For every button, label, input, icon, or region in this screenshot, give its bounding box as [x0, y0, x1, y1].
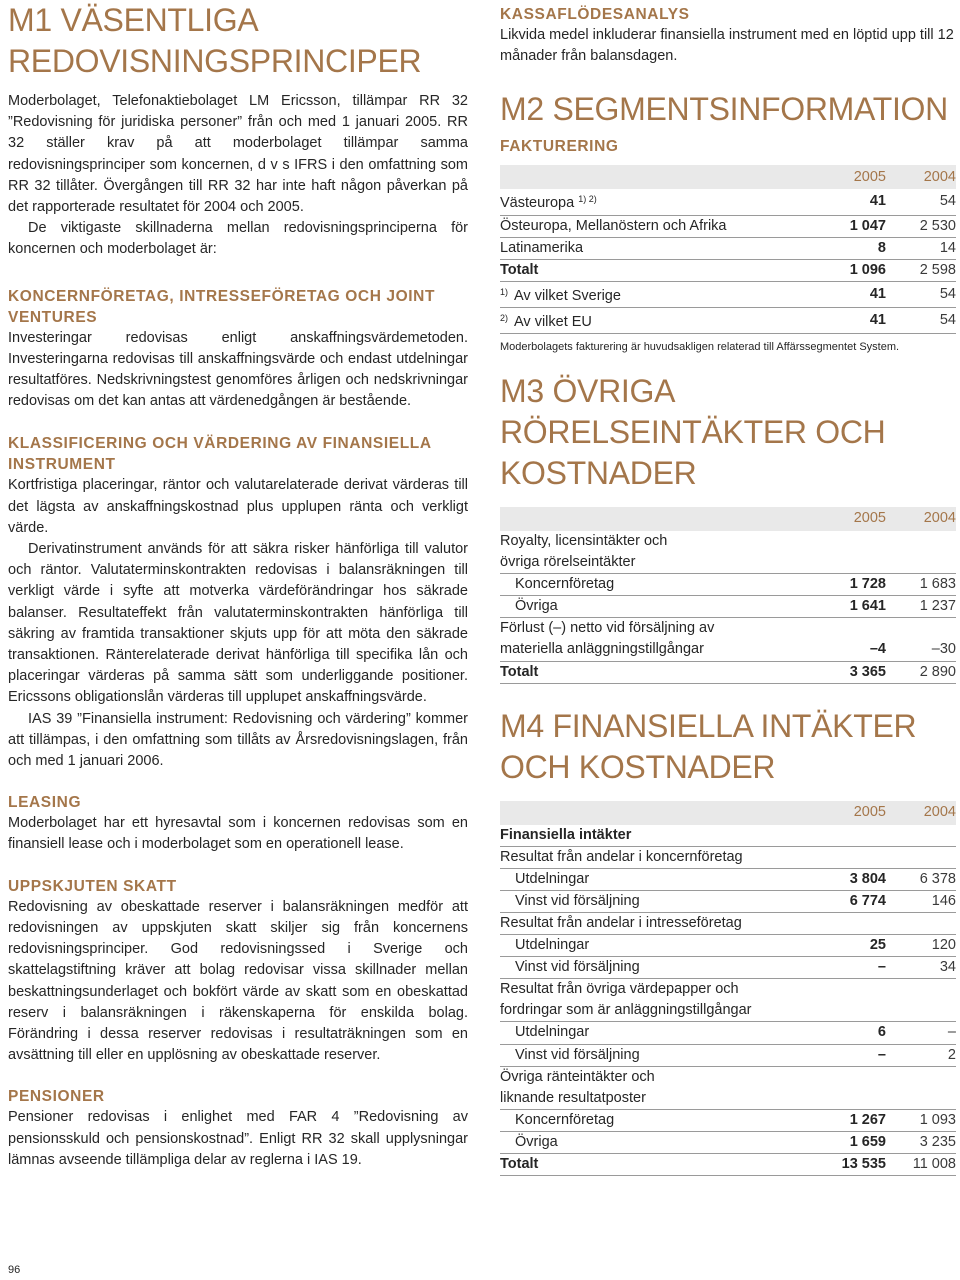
value-2005: 1 641: [816, 596, 886, 618]
value-2005: 6: [816, 1022, 886, 1044]
koncern-heading: KONCERNFÖRETAG, INTRESSEFÖRETAG OCH JOINT VENTURES: [8, 287, 436, 326]
row-label: Övriga: [500, 1131, 816, 1153]
m3-title: M3 ÖVRIGA RÖRELSEINTÄKTER OCH KOSTNADER: [500, 372, 886, 491]
value-2005: 13 535: [816, 1154, 886, 1176]
row-label: Latinamerika: [500, 237, 816, 259]
table-row: [500, 957, 956, 979]
row-label: Utdelningar: [500, 1022, 816, 1044]
left-column: [8, 0, 468, 1171]
table-row: [500, 574, 956, 596]
col-2005-header: 2005: [816, 507, 886, 531]
value-2005: 1 267: [816, 1109, 886, 1131]
table-header-row: [500, 165, 956, 189]
m1-title: M1 VÄSENTLIGA REDOVISNINGSPRINCIPER: [8, 2, 422, 79]
value-2004: 2 598: [886, 259, 956, 281]
table-row: [500, 1022, 956, 1044]
page-number: 96: [8, 1264, 21, 1276]
value-2005: –4: [816, 639, 886, 661]
row-label: Östeuropa, Mellanöstern och Afrika: [500, 215, 816, 237]
leasing-text: Moderbolaget har ett hyresavtal som i koncernen redovisas som en finansiell lease och i moderbolaget som en operationell lease.: [8, 815, 468, 853]
row-label: Utdelningar: [500, 935, 816, 957]
footnote-mark: 2): [500, 312, 509, 323]
fakturering-heading: FAKTURERING: [500, 138, 619, 156]
value-2005: –: [816, 1044, 886, 1066]
table-row: [500, 913, 956, 935]
group-label: Resultat från övriga värdepapper och: [500, 981, 739, 998]
kassaflode-heading: KASSAFLÖDESANALYS: [500, 6, 690, 23]
col-2004-header: 2004: [886, 165, 956, 189]
value-2004: 54: [886, 307, 956, 333]
value-2005: 1 096: [816, 259, 886, 281]
koncern-text: Investeringar redovisas enligt anskaffningsvärdemetoden. Investeringarna redovisas till anskaffningsvärde och endast utdelningar resultatföres. Nedskrivningstest genomföres årligen och nedskrivningar redovisas om det kan antas att värdenedgången är bestående.: [8, 329, 468, 410]
footnote-mark: 1) 2): [578, 194, 597, 205]
table-row: [500, 1131, 956, 1153]
col-2005-header: 2005: [816, 165, 886, 189]
table-row: [500, 868, 956, 890]
m2-table: [500, 165, 956, 334]
total-label: Totalt: [500, 259, 816, 281]
value-2004: 54: [886, 189, 956, 215]
group-label: Förlust (–) netto vid försäljning av: [500, 620, 715, 637]
row-label: materiella anläggningstillgångar: [500, 639, 816, 661]
row-label: Vinst vid försäljning: [500, 890, 816, 912]
table-row: [500, 1088, 956, 1110]
table-row: [500, 307, 956, 333]
row-label: Av vilket Sverige: [514, 287, 621, 304]
table-row: [500, 596, 956, 618]
table-total-row: [500, 661, 956, 683]
value-2005: 1 047: [816, 215, 886, 237]
table-row: [500, 237, 956, 259]
uppskjuten-skatt-heading: UPPSKJUTEN SKATT: [8, 877, 177, 895]
value-2004: 1 093: [886, 1109, 956, 1131]
klassificering-paragraph-2: Derivatinstrument används för att säkra risker hänförliga till valutor och räntor. Valutaterminskontrakten redovisas i balansräkningen till verkligt värde i syfte att motverka värdeförändringar hos säkrade balanser. Resultateffekt från valutaterminskontrakten hänförliga till säkring av framtida transaktioner skjuts upp för att möta den säkrade transaktionen. Ränterelaterade derivat hänförliga till specifika lån och placeringar värderas på samma sätt som underliggande positioner. Ericssons obligationslån värderas till upplupet anskaffningsvärde.: [8, 541, 468, 706]
table-row: [500, 281, 956, 307]
m1-intro-paragraph-2: De viktigaste skillnaderna mellan redovisningsprinciperna för koncernen och moderbolaget är:: [8, 220, 468, 258]
total-label: Totalt: [500, 1154, 816, 1176]
table-header-row: [500, 801, 956, 825]
group-label: Finansiella intäkter: [500, 825, 956, 847]
table-total-row: [500, 1154, 956, 1176]
table-row: [500, 935, 956, 957]
value-2004: 1 683: [886, 574, 956, 596]
row-label: Koncernföretag: [500, 574, 816, 596]
value-2005: 3 365: [816, 661, 886, 683]
value-2004: 11 008: [886, 1154, 956, 1176]
group-label: Royalty, licensintäkter och: [500, 532, 668, 549]
m4-table: [500, 801, 956, 1177]
value-2005: 41: [816, 189, 886, 215]
row-label: Vinst vid försäljning: [500, 1044, 816, 1066]
right-column: [500, 0, 956, 1176]
table-row: [500, 825, 956, 847]
value-2005: 1 728: [816, 574, 886, 596]
group-label: Resultat från andelar i koncernföretag: [500, 846, 956, 868]
footnote-mark: 1): [500, 286, 509, 297]
row-label: Övriga: [500, 596, 816, 618]
table-row: [500, 1066, 956, 1088]
table-header-row: [500, 507, 956, 531]
uppskjuten-skatt-text: Redovisning av obeskattade reserver i balansräkningen medför att redovisningen av uppskjuten skatt skiljer sig från koncernens redovisningsprinciper. God redovisningssed i Sverige och skattelagstiftning kräver att bolag redovisar vissa skillnader mellan beskattningsunderlaget och bokfört värde av skatt som en obeskattad reserv i balansräkningen i räkenskaperna för enskilda bolag. Förändring i dessa reserver redovisas i resultaträkningen som en avsättning till eller en upplösning av obeskattade reserver.: [8, 898, 468, 1064]
pensioner-heading: PENSIONER: [8, 1088, 105, 1106]
value-2004: 54: [886, 281, 956, 307]
col-2004-header: 2004: [886, 507, 956, 531]
table-row: [500, 215, 956, 237]
klassificering-paragraph-3: IAS 39 ”Finansiella instrument: Redovisning och värdering” kommer att tillämpas, i den omfattning som tillåts av Årsredovisningslagen, från och med 1 januari 2006.: [8, 710, 468, 770]
table-row: [500, 979, 956, 1001]
row-label: Västeuropa: [500, 195, 575, 212]
value-2004: 34: [886, 957, 956, 979]
m2-title: M2 SEGMENTSINFORMATION: [500, 91, 948, 128]
table-row: [500, 618, 956, 640]
group-label: övriga rörelseintäkter: [500, 552, 956, 574]
group-label: Resultat från andelar i intresseföretag: [500, 913, 956, 935]
value-2004: –30: [886, 639, 956, 661]
leasing-heading: LEASING: [8, 794, 82, 812]
value-2005: 6 774: [816, 890, 886, 912]
value-2004: 1 237: [886, 596, 956, 618]
m4-title: M4 FINANSIELLA INTÄKTER OCH KOSTNADER: [500, 707, 917, 785]
value-2004: 120: [886, 935, 956, 957]
value-2005: 25: [816, 935, 886, 957]
kassaflode-text: Likvida medel inkluderar finansiella instrument med en löptid upp till 12 månader från balansdagen.: [500, 27, 954, 65]
value-2005: –: [816, 957, 886, 979]
value-2004: 146: [886, 890, 956, 912]
row-label: Vinst vid försäljning: [500, 957, 816, 979]
pensioner-text: Pensioner redovisas i enlighet med FAR 4 ”Redovisning av pensionsskuld och pensionskostnad”. Enligt RR 32 skall upplysningar lämnas avseende tillämpliga delar av reglerna i IAS 19.: [8, 1109, 468, 1168]
group-label: liknande resultatposter: [500, 1088, 956, 1110]
value-2004: 6 378: [886, 868, 956, 890]
col-2005-header: 2005: [816, 801, 886, 825]
table-row: [500, 890, 956, 912]
total-label: Totalt: [500, 661, 816, 683]
group-label: fordringar som är anläggningstillgångar: [500, 1000, 956, 1022]
table-row: [500, 1044, 956, 1066]
row-label: Av vilket EU: [514, 313, 592, 330]
m1-intro-paragraph: Moderbolaget, Telefonaktiebolaget LM Ericsson, tillämpar RR 32 ”Redovisning för juridiska personer” från och med 1 januari 2005. RR 32 ställer krav på att moderbolaget tillämpar samma redovisningsprinciper som koncernen, d v s IFRS i den omfattning som RR 32 tillåter. Övergången till RR 32 har inte haft någon påverkan på det rapporterade resultatet för 2004 och 2005.: [8, 93, 468, 216]
group-label: Övriga ränteintäkter och: [500, 1068, 655, 1085]
value-2004: 2 890: [886, 661, 956, 683]
value-2005: 3 804: [816, 868, 886, 890]
table-row: [500, 1000, 956, 1022]
value-2005: 8: [816, 237, 886, 259]
value-2005: 41: [816, 281, 886, 307]
col-2004-header: 2004: [886, 801, 956, 825]
value-2005: 1 659: [816, 1131, 886, 1153]
table-row: [500, 639, 956, 661]
value-2004: 14: [886, 237, 956, 259]
table-row: [500, 552, 956, 574]
m3-table: [500, 507, 956, 684]
table-total-row: [500, 259, 956, 281]
table-row: [500, 189, 956, 215]
table-row: [500, 531, 956, 552]
value-2004: 2 530: [886, 215, 956, 237]
table-row: [500, 846, 956, 868]
row-label: Utdelningar: [500, 868, 816, 890]
m2-footnote: Moderbolagets fakturering är huvudsakligen relaterad till Affärssegmentet System.: [500, 340, 900, 353]
table-row: [500, 1109, 956, 1131]
klassificering-paragraph-1: Kortfristiga placeringar, räntor och valutarelaterade derivat värderas till det lägsta av anskaffningskostnad plus upplupen ränta och verkligt värde.: [8, 477, 468, 536]
value-2004: 3 235: [886, 1131, 956, 1153]
row-label: Koncernföretag: [500, 1109, 816, 1131]
value-2004: –: [886, 1022, 956, 1044]
klassificering-heading: KLASSIFICERING OCH VÄRDERING AV FINANSIELLA INSTRUMENT: [8, 435, 432, 474]
value-2004: 2: [886, 1044, 956, 1066]
value-2005: 41: [816, 307, 886, 333]
